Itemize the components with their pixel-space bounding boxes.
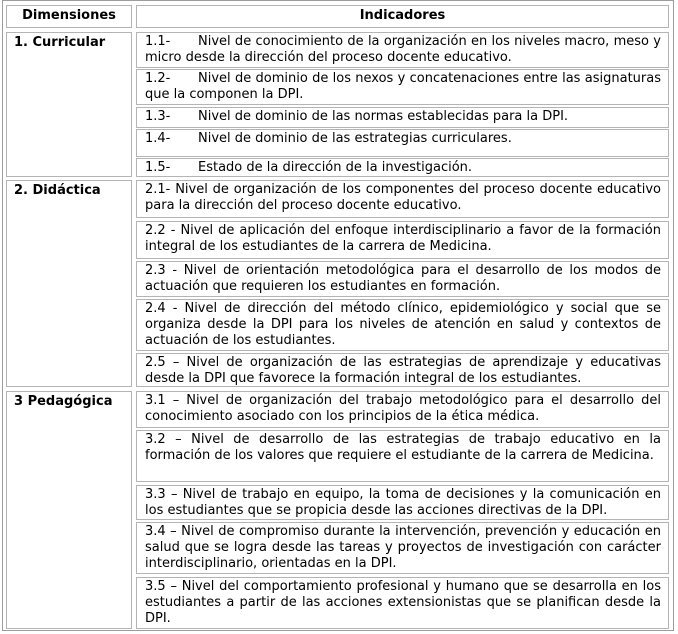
dimension-didactica: 2. Didáctica	[6, 180, 132, 387]
indicator-number: 1.5-	[145, 160, 171, 175]
indicator-2-4: 2.4 - Nivel de dirección del método clínico, epidemiológico y social que se organiza desde la DPI para los niveles de atención en salud y contextos de actuación de los estudiantes.	[136, 299, 669, 351]
indicator-number: 1.3-	[145, 109, 171, 124]
dimension-pedagogica: 3 Pedagógica	[6, 391, 132, 629]
indicator-3-4: 3.4 – Nivel de compromiso durante la intervención, prevención y educación en salud que se logra desde las tareas y proyectos de investigación con carácter interdisciplinario, orientadas en la DPI.	[136, 522, 669, 574]
header-dimensiones: Dimensiones	[6, 5, 132, 28]
indicator-1-4	[136, 129, 669, 157]
indicator-2-5: 2.5 – Nivel de organización de las estrategias de aprendizaje y educativas desde la DPI que favorece la formación integral de los estudiantes.	[136, 353, 669, 387]
indicator-text: Estado de la dirección de la investigación.	[198, 160, 473, 175]
indicator-number: 1.4-	[145, 131, 171, 146]
indicator-1-2	[136, 69, 669, 105]
indicator-2-3: 2.3 - Nivel de orientación metodológica para el desarrollo de los modos de actuación que requieren los estudiantes en formación.	[136, 261, 669, 297]
indicator-2-2: 2.2 - Nivel de aplicación del enfoque interdisciplinario a favor de la formación integral de los estudiantes de la carrera de Medicina.	[136, 221, 669, 259]
indicator-text: Nivel de dominio de los nexos y concatenaciones entre las asignaturas que la componen la DPI.	[145, 71, 661, 102]
indicator-1-1	[136, 32, 669, 68]
indicator-text: Nivel de dominio de las normas establecidas para la DPI.	[198, 109, 569, 124]
indicator-text: Nivel de dominio de las estrategias curriculares.	[198, 131, 512, 146]
header-indicadores: Indicadores	[136, 5, 669, 28]
indicator-1-3	[136, 107, 669, 128]
indicator-text: Nivel de conocimiento de la organización en los niveles macro, meso y micro desde la dirección del proceso docente educativo.	[145, 34, 661, 65]
indicator-3-1: 3.1 – Nivel de organización del trabajo metodológico para el desarrollo del conocimiento asociado con los principios de la ética médica.	[136, 391, 669, 428]
indicator-number: 1.1-	[145, 34, 171, 49]
indicator-number: 1.2-	[145, 71, 171, 86]
indicators-table	[2, 0, 674, 631]
indicator-3-3: 3.3 – Nivel de trabajo en equipo, la toma de decisiones y la comunicación en los estudiantes que se propicia desde las acciones directivas de la DPI.	[136, 485, 669, 520]
dimension-curricular: 1. Curricular	[6, 32, 132, 177]
indicator-1-5	[136, 158, 669, 177]
indicator-3-2: 3.2 – Nivel de desarrollo de las estrategias de trabajo educativo en la formación de los valores que requiere el estudiante de la carrera de Medicina.	[136, 430, 669, 482]
indicator-2-1: 2.1- Nivel de organización de los componentes del proceso docente educativo para la dirección del proceso docente educativo.	[136, 180, 669, 218]
indicator-3-5: 3.5 – Nivel del comportamiento profesional y humano que se desarrolla en los estudiantes a partir de las acciones extensionistas que se planifican desde la DPI.	[136, 577, 669, 629]
